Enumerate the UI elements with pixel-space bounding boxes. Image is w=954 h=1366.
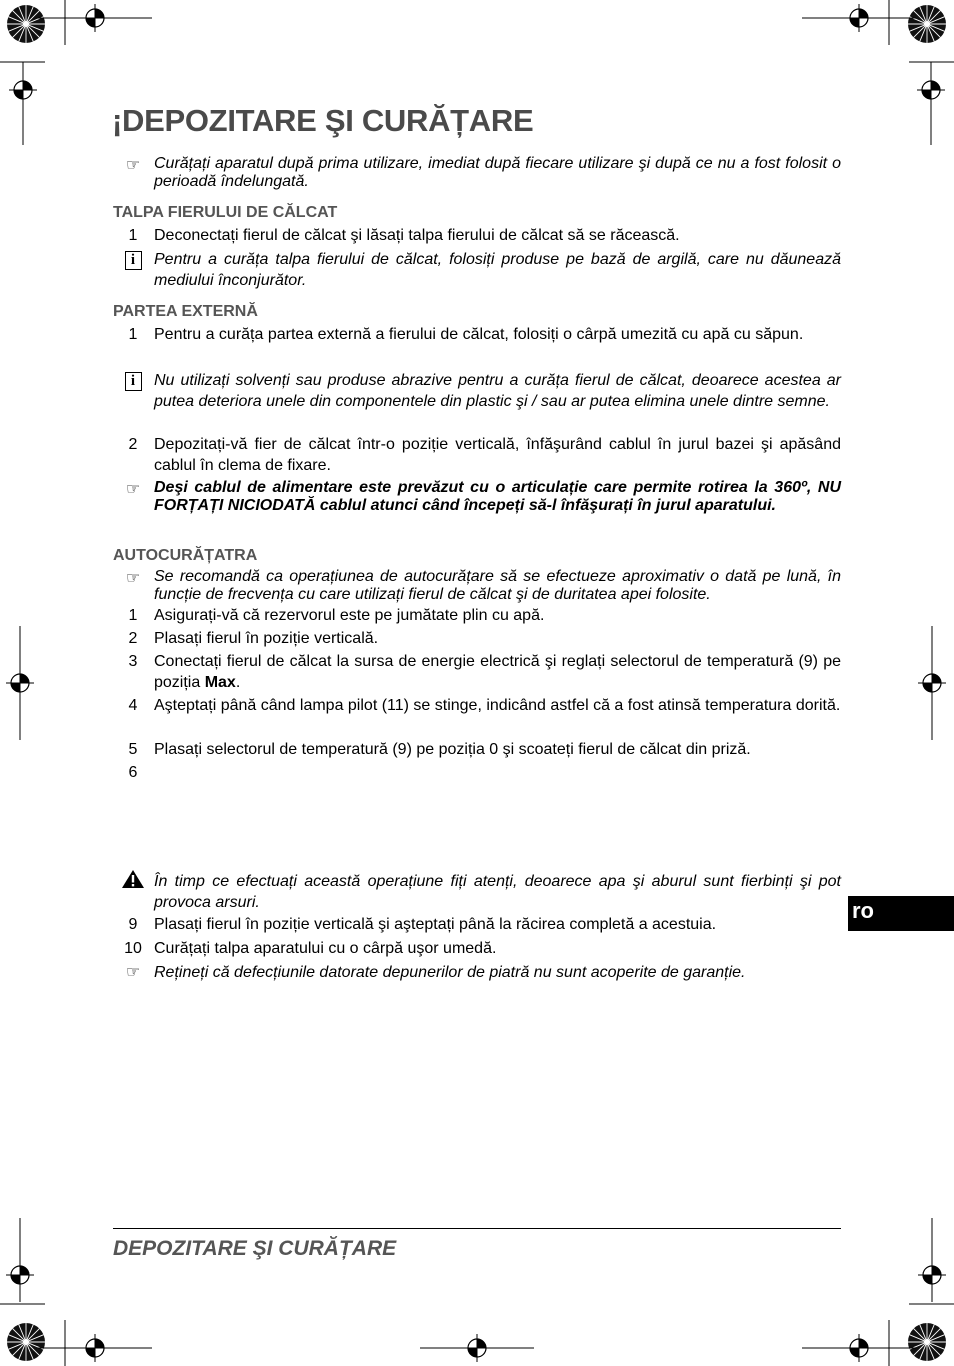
step-number: 1 <box>128 326 138 343</box>
pointing-hand-icon: ☞ <box>125 570 141 587</box>
section-heading-externa: PARTEA EXTERNĂ <box>113 303 258 320</box>
step-number: 10 <box>124 940 142 957</box>
info-text: Nu utilizați solvenți sau produse abrazive pentru a curăța fierul de călcat, deoarece acestea ar putea deteriora unele din componentele din plastic şi / sau ar putea elimina unele dintre semne. <box>154 372 841 410</box>
page-title: ¡DEPOZITARE ŞI CURĂȚARE <box>112 103 534 138</box>
step-number: 1 <box>128 227 138 244</box>
section-heading-auto: AUTOCURĂȚATRA <box>113 547 258 564</box>
footer-title: DEPOZITARE ŞI CURĂȚARE <box>113 1237 397 1260</box>
step-number: 2 <box>128 630 138 647</box>
final-note-text: Rețineți că defecțiunile datorate depunerilor de piatră nu sunt acoperite de garanție. <box>154 964 746 981</box>
warning-text: Deşi cablul de alimentare este prevăzut cu o articulație care permite rotirea la 360º, NU FORȚAȚI NICIODATĂ cablul atunci când începeți să-l înfăşurați în jurul aparatului. <box>154 479 841 514</box>
step-text: Depozitați-vă fier de călcat într-o poziție verticală, înfăşurând cablul în jurul bazei şi apăsând cablul în clema de fixare. <box>154 436 841 474</box>
info-text: Pentru a curăța talpa fierului de călcat, folosiți produse pe bază de argilă, care nu dăunează mediului înconjurător. <box>154 251 841 289</box>
pointing-hand-icon: ☞ <box>125 481 141 498</box>
step-text: Conectați fierul de călcat la sursa de energie electrică şi reglați selectorul de temperatură (9) pe poziția Max. <box>154 653 841 691</box>
step-text: Plasați selectorul de temperatură (9) pe poziția 0 şi scoateți fierul de călcat din priză. <box>154 741 751 758</box>
section-heading-talpa: TALPA FIERULUI DE CĂLCAT <box>113 204 338 221</box>
step-text: Pentru a curăța partea externă a fierului de călcat, folosiți o cârpă umezită cu apă cu săpun. <box>154 326 804 343</box>
language-tab: ro <box>848 896 954 931</box>
step-number: 1 <box>128 607 138 624</box>
max-label: Max <box>204 674 236 691</box>
step-text: Plasați fierul în poziție verticală. <box>154 630 379 647</box>
step-number: 9 <box>128 916 138 933</box>
step-text: Curățați talpa aparatului cu o cârpă uşor umedă. <box>154 940 497 957</box>
step-text: Aşteptați până când lampa pilot (11) se stinge, indicând astfel că a fost atinsă temperatura dorită. <box>154 697 841 714</box>
caution-text: În timp ce efectuați această operațiune fiți atenți, deoarece apa şi aburul sunt fierbinți şi pot provoca arsuri. <box>154 873 841 911</box>
step-number: 4 <box>128 697 138 714</box>
pointer-text: Se recomandă ca operațiunea de autocurățare să se efectueze aproximativ o dată pe lună, în funcție de frecvența cu care utilizați fierul de călcat şi de duritatea apei folosite. <box>154 568 841 603</box>
step-number: 6 <box>128 764 138 781</box>
intro-text: Curățați aparatul după prima utilizare, imediat după fiecare utilizare şi după ce nu a fost folosit o perioadă îndelungată. <box>154 155 841 190</box>
step-number: 2 <box>128 436 138 453</box>
step-text: Asigurați-vă că rezervorul este pe jumătate plin cu apă. <box>154 607 545 624</box>
info-icon: i <box>125 372 142 391</box>
pointing-hand-icon: ☞ <box>125 157 141 174</box>
pointing-hand-icon: ☞ <box>125 964 141 981</box>
step-text: Deconectați fierul de călcat şi lăsați talpa fierului de călcat să se răcească. <box>154 227 680 244</box>
step-number: 5 <box>128 741 138 758</box>
step-text: Plasați fierul în poziție verticală şi aşteptați până la răcirea completă a acestuia. <box>154 916 717 933</box>
step-number: 3 <box>128 653 138 670</box>
info-icon: i <box>125 251 142 270</box>
